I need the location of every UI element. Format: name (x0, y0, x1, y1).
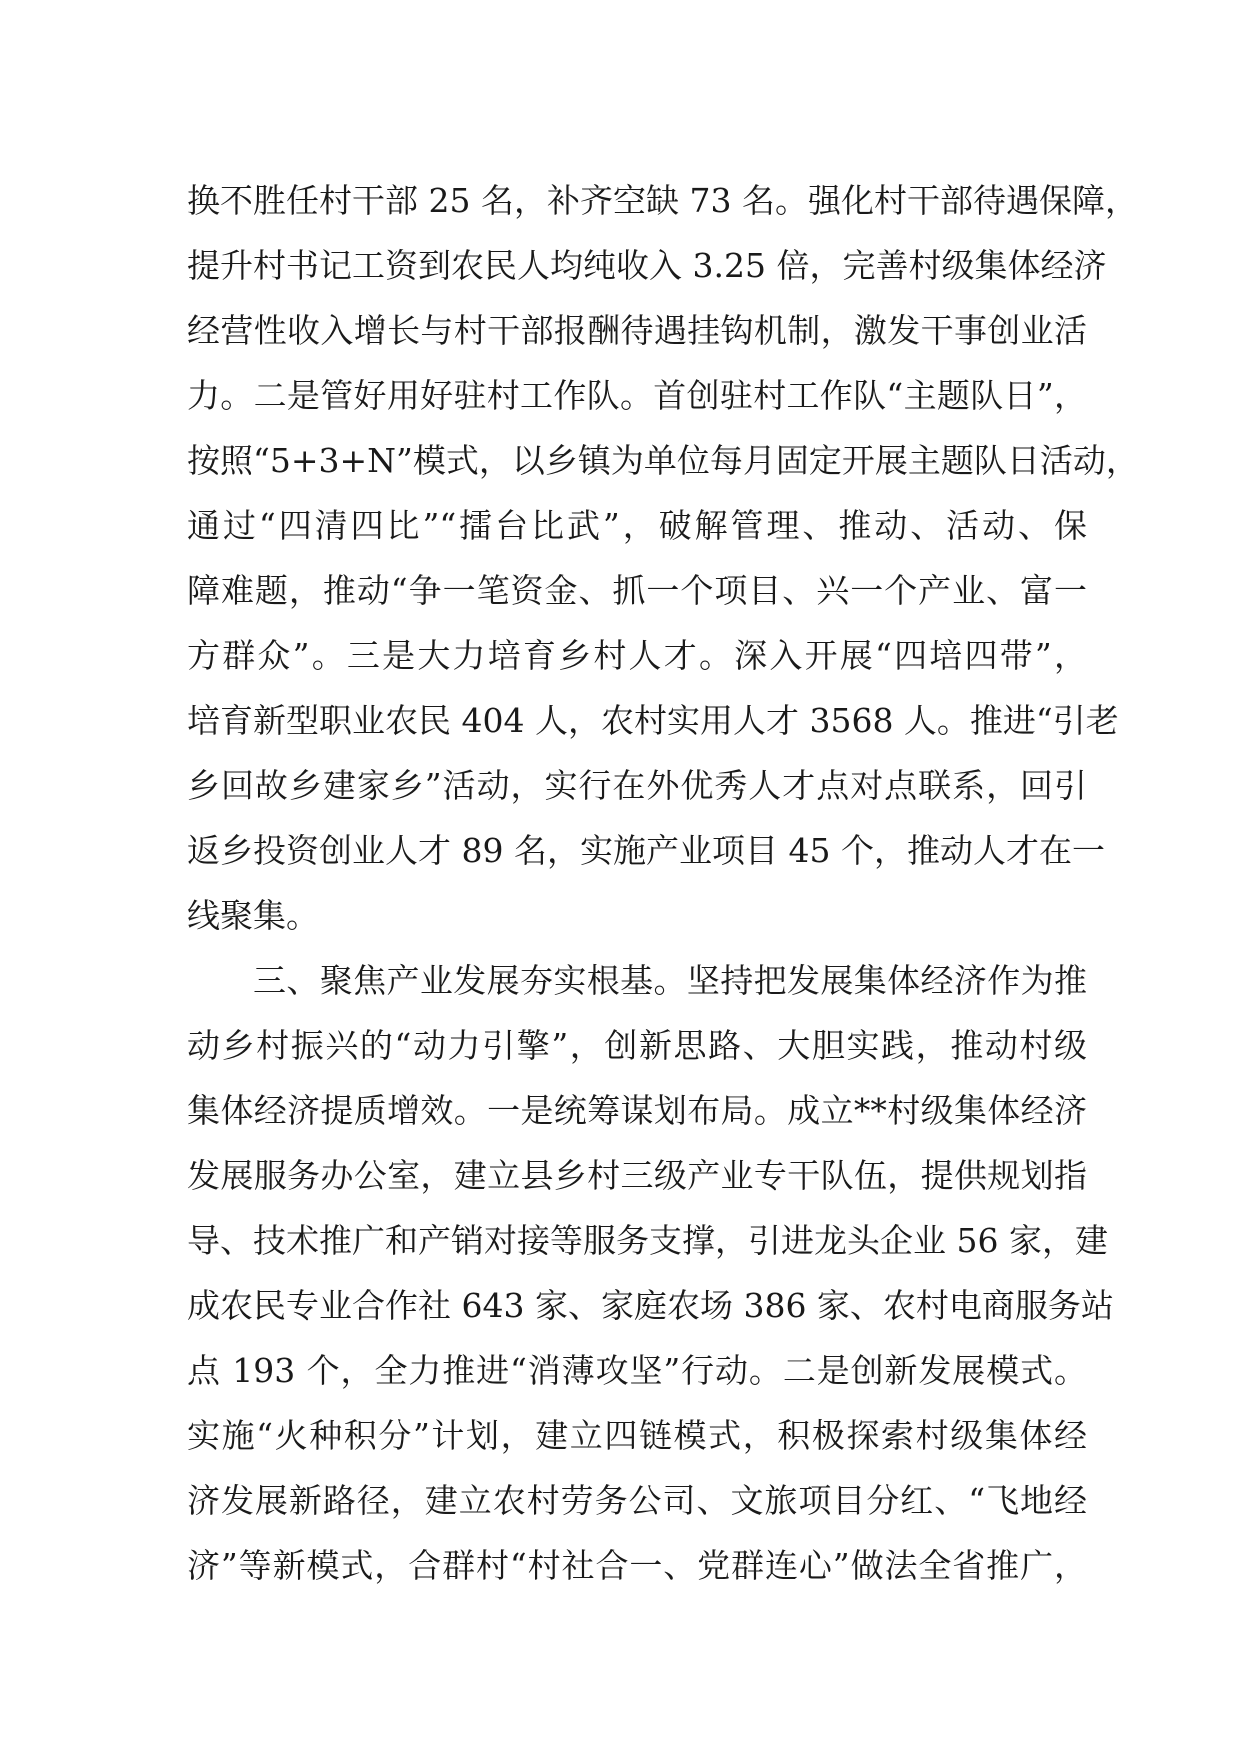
text-line: 按照“5+3+N”模式，以乡镇为单位每月固定开展主题队日活动， (187, 441, 1139, 480)
text-line: 发展服务办公室，建立县乡村三级产业专干队伍，提供规划指 (187, 1156, 1087, 1195)
text-line: 障难题，推动“争一笔资金、抓一个项目、兴一个产业、富一 (187, 571, 1087, 610)
text-line: 导、技术推广和产销对接等服务支撑，引进龙头企业 56 家，建 (187, 1221, 1108, 1260)
text-line: 返乡投资创业人才 89 名，实施产业项目 45 个，推动人才在一 (187, 831, 1105, 870)
text-line: 力。二是管好用好驻村工作队。首创驻村工作队“主题队日”， (187, 376, 1087, 415)
text-line: 点 193 个，全力推进“消薄攻坚”行动。二是创新发展模式。 (187, 1351, 1087, 1390)
text-line: 集体经济提质增效。一是统筹谋划布局。成立**村级集体经济 (187, 1091, 1087, 1130)
text-line: 实施“火种积分”计划，建立四链模式，积极探索村级集体经 (187, 1416, 1087, 1455)
paragraph-start-line: 三、聚焦产业发展夯实根基。坚持把发展集体经济作为推 (253, 961, 1087, 1000)
text-line: 通过“四清四比”“擂台比武”，破解管理、推动、活动、保 (187, 506, 1087, 545)
text-line: 济”等新模式，合群村“村社合一、党群连心”做法全省推广， (187, 1546, 1087, 1585)
text-line: 培育新型职业农民 404 人，农村实用人才 3568 人。推进“引老 (187, 701, 1119, 740)
text-line: 济发展新路径，建立农村劳务公司、文旅项目分红、“飞地经 (187, 1481, 1087, 1520)
body-text (187, 168, 1139, 1598)
text-line: 提升村书记工资到农民人均纯收入 3.25 倍，完善村级集体经济 (187, 246, 1107, 285)
text-line: 动乡村振兴的“动力引擎”，创新思路、大胆实践，推动村级 (187, 1026, 1087, 1065)
paragraph-end-line: 线聚集。 (187, 896, 319, 935)
text-line: 方群众”。三是大力培育乡村人才。深入开展“四培四带”， (187, 636, 1087, 675)
text-line: 经营性收入增长与村干部报酬待遇挂钩机制，激发干事创业活 (187, 311, 1087, 350)
text-line: 乡回故乡建家乡”活动，实行在外优秀人才点对点联系，回引 (187, 766, 1087, 805)
text-line: 换不胜任村干部 25 名，补齐空缺 73 名。强化村干部待遇保障， (187, 181, 1138, 220)
text-line: 成农民专业合作社 643 家、家庭农场 386 家、农村电商服务站 (187, 1286, 1114, 1325)
